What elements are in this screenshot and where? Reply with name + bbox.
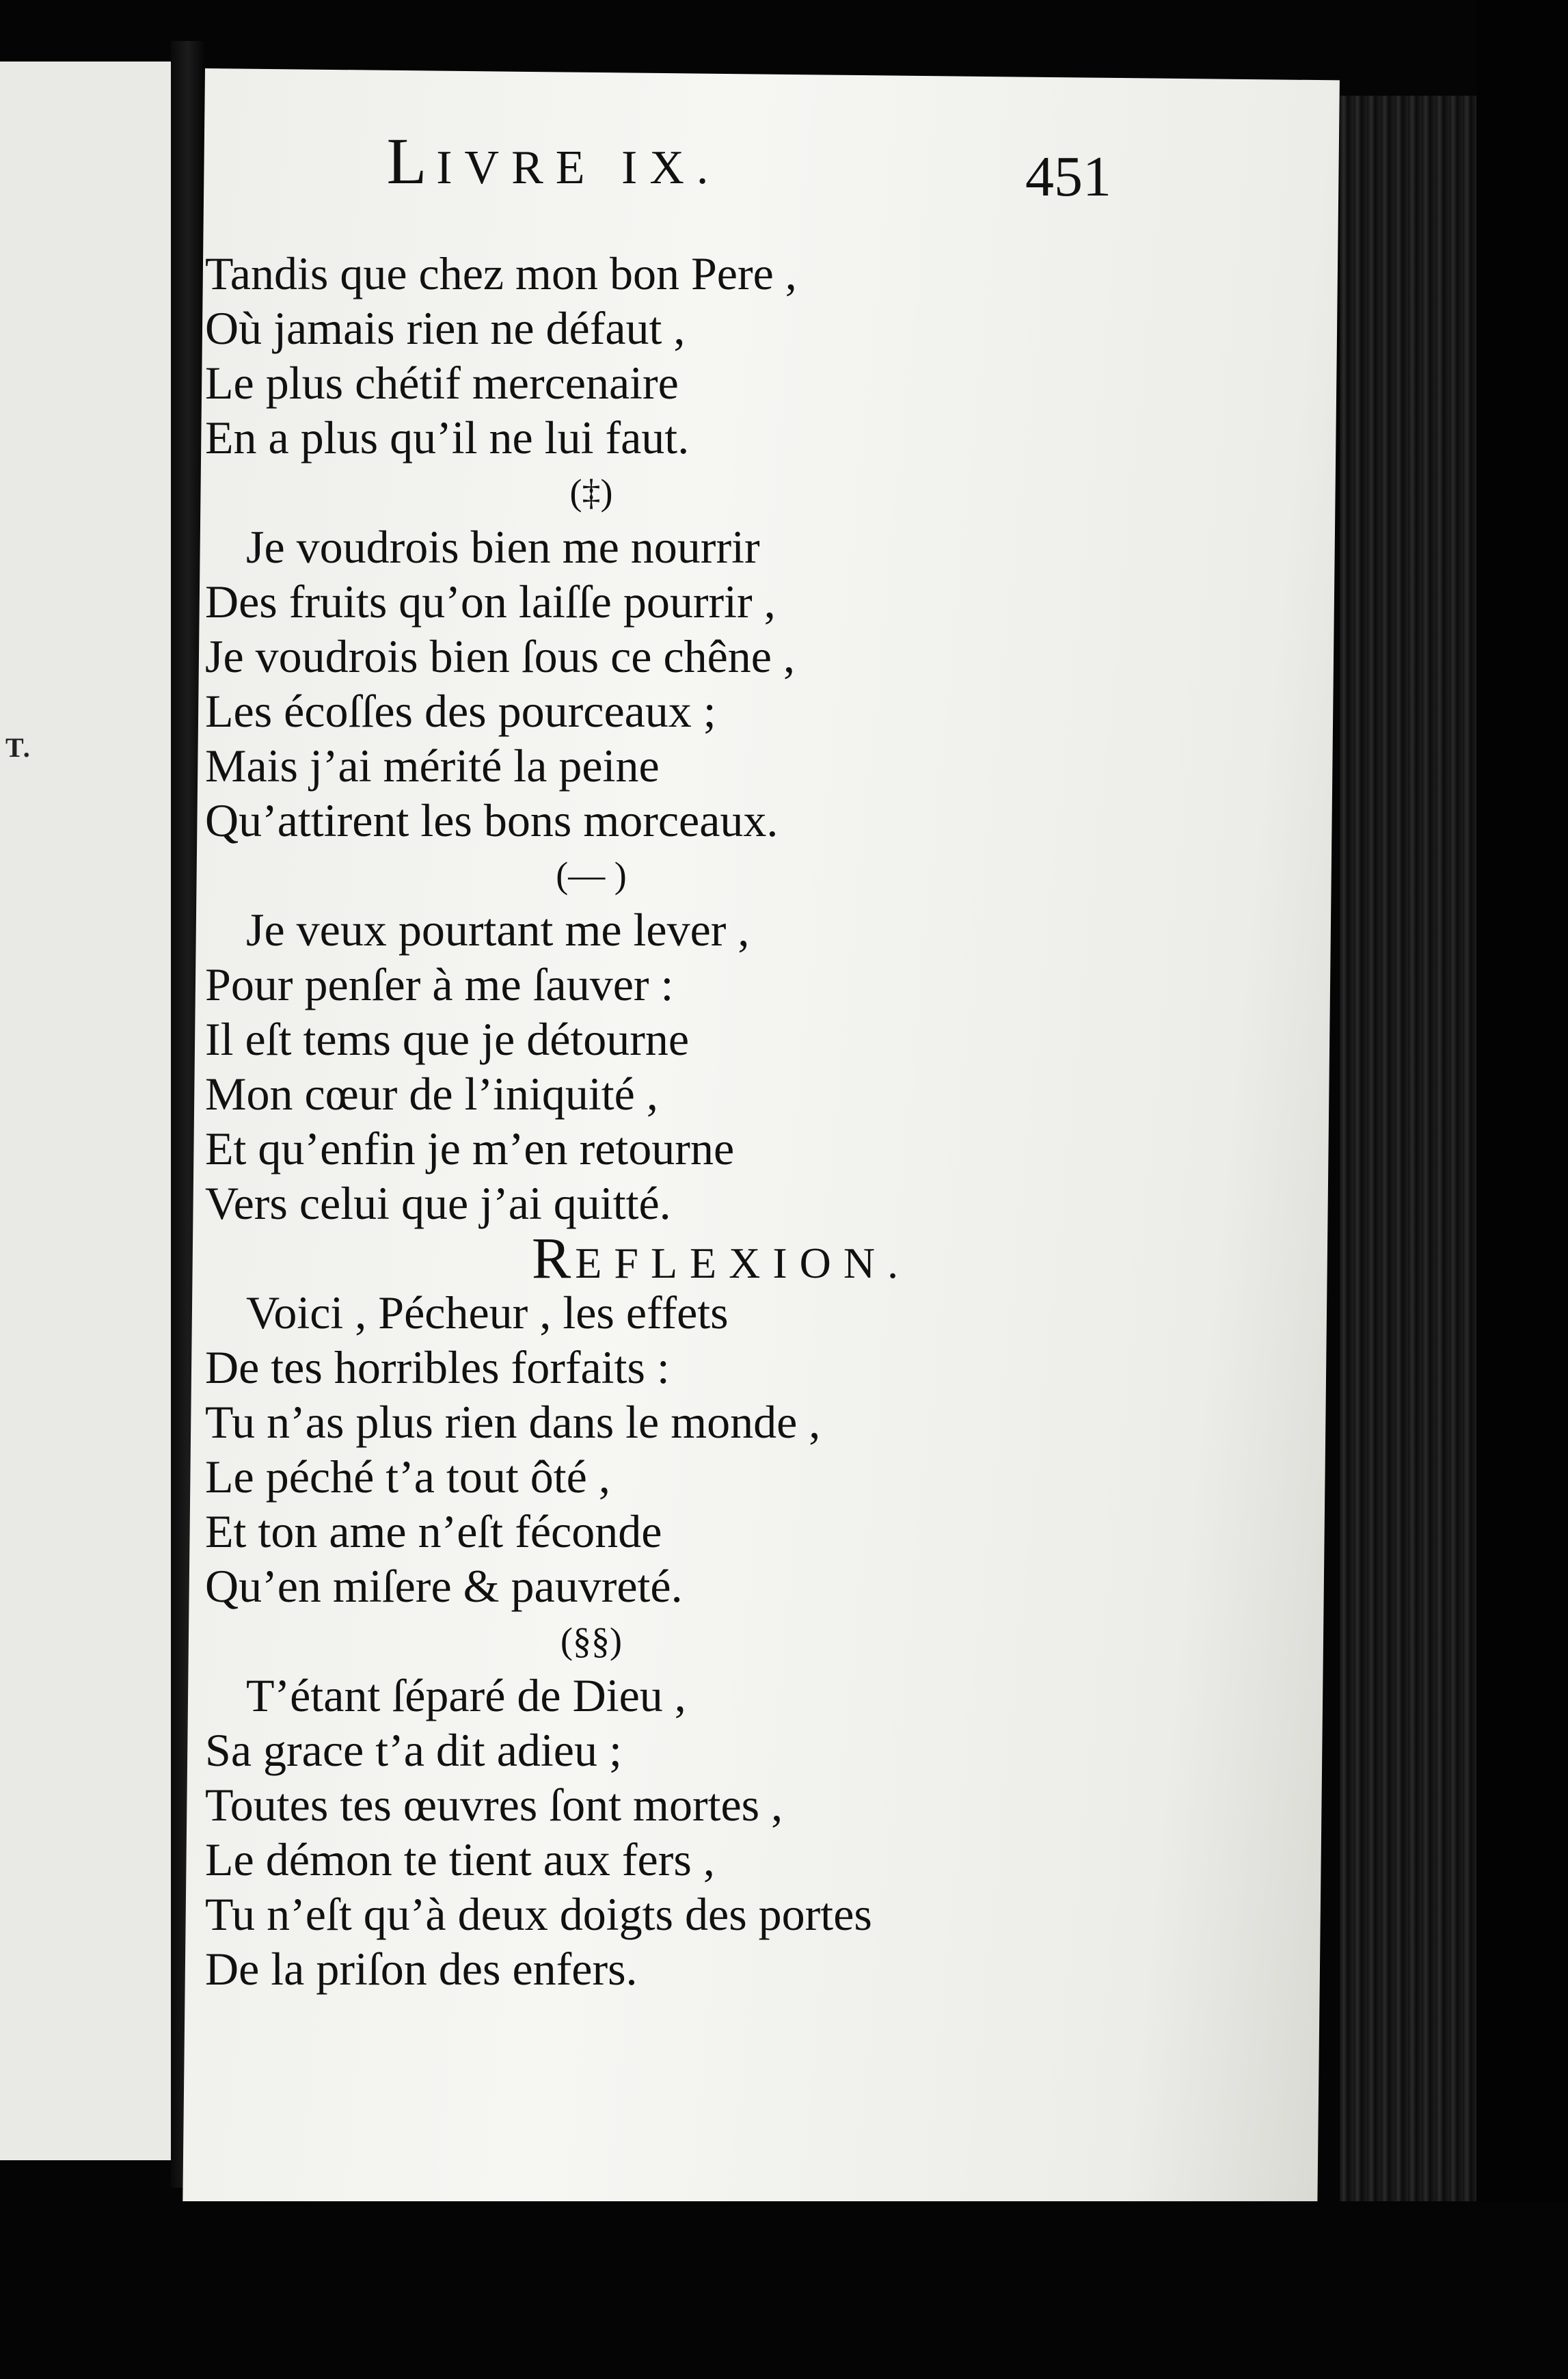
poem-body (205, 246, 1128, 1996)
verse-line: Et qu’enfin je m’en retourne (205, 1123, 735, 1174)
verse-line: Mon cœur de l’iniquité , (205, 1068, 658, 1120)
section-heading-initial: R (531, 1225, 576, 1291)
verse-line: Vers celui que j’ai quitté. (205, 1177, 671, 1229)
section-heading (205, 1225, 1128, 1291)
running-head-initial: L (386, 124, 437, 198)
stanza-mark: (§§) (560, 1620, 622, 1661)
verse-line: Sa grace t’a dit adieu ; (205, 1724, 622, 1776)
verse-line: Mais j’ai mérité la peine (205, 740, 660, 792)
verse-line: Tu n’as plus rien dans le monde , (205, 1396, 821, 1448)
verse-line: Il eſt tems que je détourne (205, 1013, 690, 1065)
page-number: 451 (1025, 145, 1111, 209)
facing-page-fragment (0, 62, 178, 2160)
verse-line: T’étant ſéparé de Dieu , (246, 1669, 686, 1721)
verse-line: De tes horribles forfaits : (205, 1341, 670, 1393)
verse-line: En a plus qu’il ne lui faut. (205, 412, 690, 463)
verse-line: Le péché t’a tout ôté , (205, 1451, 610, 1503)
stanza-mark: (— ) (556, 855, 627, 896)
verse-line: Le plus chétif mercenaire (205, 357, 679, 409)
verse-line: Tandis que chez mon bon Pere , (205, 247, 797, 299)
verse-line: Pour penſer à me ſauver : (205, 958, 674, 1010)
verse-line: Je voudrois bien me nourrir (246, 521, 760, 573)
background-bottom (0, 2201, 1568, 2379)
verse-line: Tu n’eſt qu’à deux doigts des portes (205, 1888, 872, 1940)
running-head-text: IVRE IX. (436, 142, 721, 194)
verse-line: Je veux pourtant me lever , (246, 904, 750, 956)
verse-line: Les écoſſes des pourceaux ; (205, 685, 716, 737)
verse-line: Qu’en miſere & pauvreté. (205, 1560, 683, 1612)
verse-line: Je voudrois bien ſous ce chêne , (205, 630, 795, 682)
facing-page-text: T. (5, 732, 31, 763)
verse-line: Qu’attirent les bons morceaux. (205, 794, 779, 846)
verse-line: Le démon te tient aux fers , (205, 1833, 715, 1885)
section-heading-text: EFLEXION. (575, 1239, 911, 1287)
stanza-mark: (‡) (569, 472, 613, 513)
verse-line: Voici , Pécheur , les effets (246, 1287, 729, 1339)
running-head (212, 123, 895, 199)
verse-line: Où jamais rien ne défaut , (205, 302, 686, 354)
verse-line: Des fruits qu’on laiſſe pourrir , (205, 576, 776, 628)
page-edges (1340, 96, 1476, 2222)
verse-line: Et ton ame n’eſt féconde (205, 1505, 662, 1557)
verse-line: Toutes tes œuvres ſont mortes , (205, 1779, 783, 1831)
verse-line: De la priſon des enfers. (205, 1943, 638, 1995)
background (1476, 0, 1568, 2379)
